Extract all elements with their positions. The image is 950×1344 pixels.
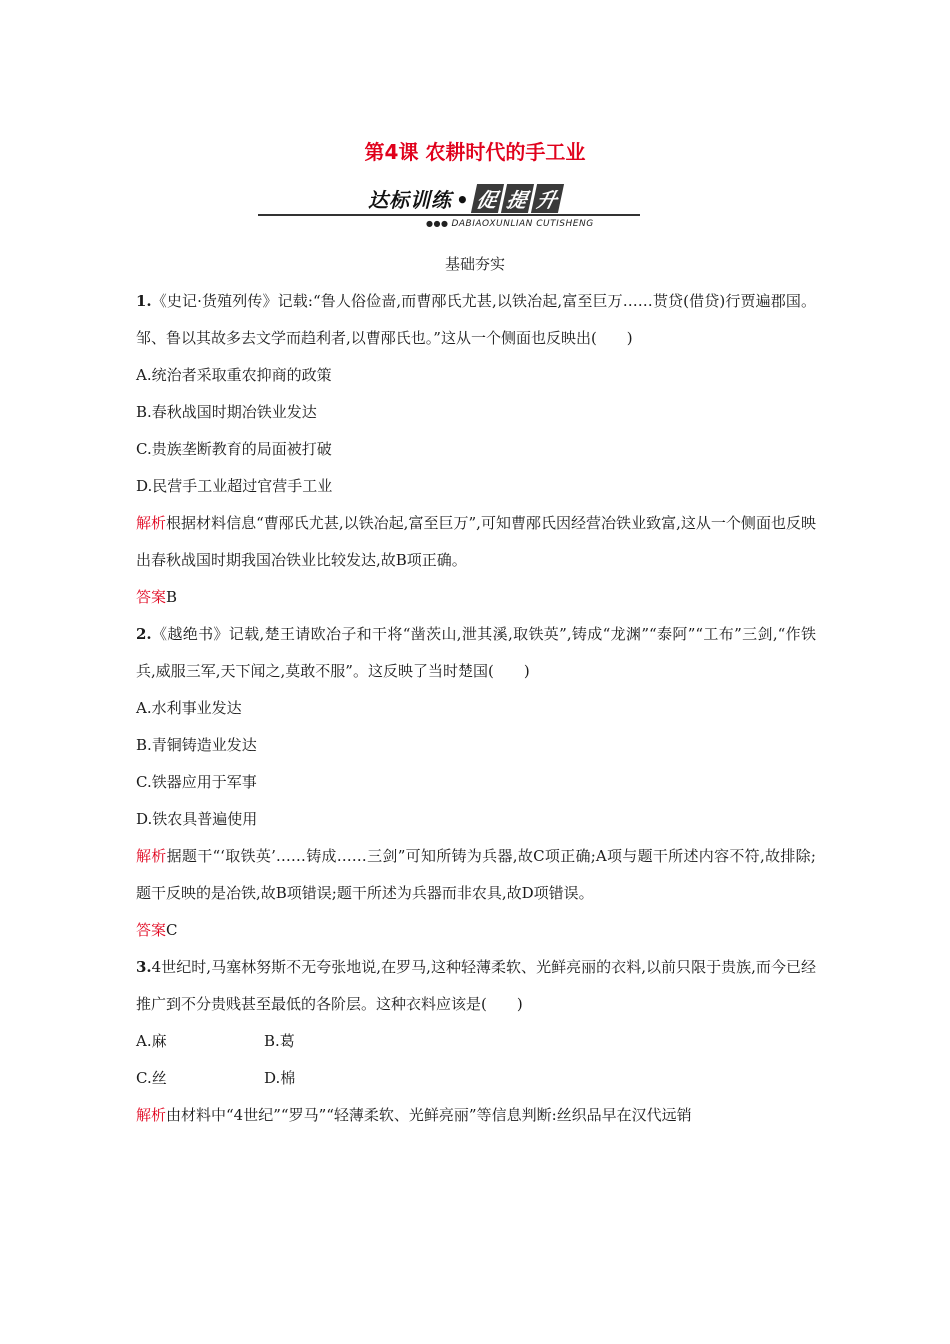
question-3-option-b: B.葛 xyxy=(264,1032,295,1050)
question-number: 3. xyxy=(136,958,152,976)
question-3-option-a: A.麻 xyxy=(136,1032,167,1050)
question-2-option-c: C.铁器应用于军事 xyxy=(136,773,257,791)
question-text: 《越绝书》记载,楚王请欧冶子和干将“凿茨山,泄其溪,取铁英”,铸成“龙渊”“泰阿”“工布”三剑,“作铁兵,威服三军,天下闻之,莫敢不服”。这反映了当时楚国( ) xyxy=(136,625,816,680)
banner-heading xyxy=(368,184,564,213)
answer-label: 答案 xyxy=(136,921,167,939)
question-3-analysis xyxy=(136,1097,816,1134)
section-heading: 基础夯实 xyxy=(444,255,505,273)
question-1-option-a: A.统治者采取重农抑商的政策 xyxy=(136,366,332,384)
banner-dots: ●●● xyxy=(426,219,449,228)
answer-label: 答案 xyxy=(136,588,167,606)
question-3-stem xyxy=(136,949,816,1023)
banner-sub-text: DABIAOXUNLIAN CUTISHENG xyxy=(451,219,594,229)
question-1-option-b: B.春秋战国时期冶铁业发达 xyxy=(136,403,317,421)
analysis-label: 解析 xyxy=(136,514,167,532)
answer-value: C xyxy=(166,921,178,939)
questions-body xyxy=(136,283,816,1134)
analysis-label: 解析 xyxy=(136,847,167,865)
banner-subtitle xyxy=(426,219,594,229)
question-1-option-c: C.贵族垄断教育的局面被打破 xyxy=(136,440,332,458)
question-1-stem xyxy=(136,283,816,357)
question-3-option-d: D.棉 xyxy=(264,1069,296,1087)
question-2-option-a: A.水利事业发达 xyxy=(136,699,242,717)
lesson-title: 第4课 农耕时代的手工业 xyxy=(364,140,586,164)
question-3-option-c: C.丝 xyxy=(136,1069,167,1087)
question-1-answer xyxy=(136,579,816,616)
section-banner xyxy=(258,184,690,234)
banner-boxes xyxy=(474,184,564,213)
question-3-options-row-2 xyxy=(136,1060,816,1097)
analysis-text: 据题干“‘取铁英’……铸成……三剑”可知所铸为兵器,故C项正确;A项与题干所述内容不符,故排除;题干反映的是冶铁,故B项错误;题干所述为兵器而非农具,故D项错误。 xyxy=(136,847,816,902)
analysis-text: 根据材料信息“曹邴氏尤甚,以铁冶起,富至巨万”,可知曹邴氏因经营冶铁业致富,这从一个侧面也反映出春秋战国时期我国冶铁业比较发达,故B项正确。 xyxy=(136,514,816,569)
analysis-label: 解析 xyxy=(136,1106,167,1124)
question-2-option-d: D.铁农具普遍使用 xyxy=(136,810,258,828)
question-2-option-b: B.青铜铸造业发达 xyxy=(136,736,257,754)
banner-box-3: 升 xyxy=(531,184,564,213)
question-2-answer xyxy=(136,912,816,949)
banner-rule xyxy=(258,214,640,216)
question-number: 1. xyxy=(136,292,152,310)
question-2-analysis xyxy=(136,838,816,912)
banner-dot: • xyxy=(456,188,470,212)
banner-main-text: 达标训练 xyxy=(368,188,452,212)
banner-box-2: 提 xyxy=(501,184,534,213)
question-1-option-d: D.民营手工业超过官营手工业 xyxy=(136,477,333,495)
question-1-analysis xyxy=(136,505,816,579)
question-2-stem xyxy=(136,616,816,690)
question-text: 《史记·货殖列传》记载:“鲁人俗俭啬,而曹邴氏尤甚,以铁冶起,富至巨万……贳贷(借贷)行贾遍郡国。邹、鲁以其故多去文学而趋利者,以曹邴氏也。”这从一个侧面也反映出( ) xyxy=(136,292,816,347)
analysis-text: 由材料中“4世纪”“罗马”“轻薄柔软、光鲜亮丽”等信息判断:丝织品早在汉代远销 xyxy=(166,1106,692,1124)
answer-value: B xyxy=(166,588,178,606)
question-text: 4世纪时,马塞林努斯不无夸张地说,在罗马,这种轻薄柔软、光鲜亮丽的衣料,以前只限于贵族,而今已经推广到不分贵贱甚至最低的各阶层。这种衣料应该是( ) xyxy=(136,958,816,1013)
question-number: 2. xyxy=(136,625,152,643)
question-3-options-row-1 xyxy=(136,1023,816,1060)
banner-box-1: 促 xyxy=(471,184,504,213)
